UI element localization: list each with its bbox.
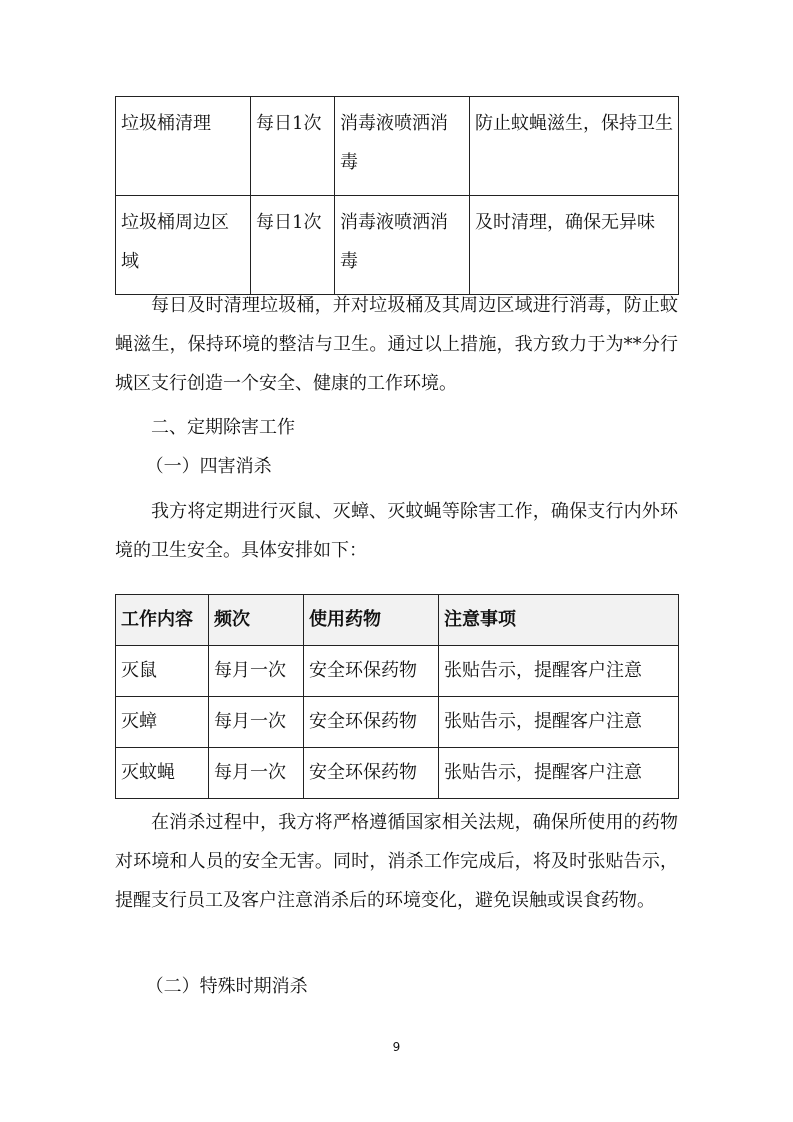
table-cell: 消毒液喷洒消毒 xyxy=(335,196,470,295)
table-header-cell: 注意事项 xyxy=(439,595,679,646)
table-cell: 垃圾桶周边区域 xyxy=(116,196,251,295)
pest-control-table xyxy=(115,594,679,799)
paragraph-pest-control-intro: 我方将定期进行灭鼠、灭蟑、灭蚊蝇等除害工作，确保支行内外环境的卫生安全。具体安排如下： xyxy=(115,501,678,561)
table-row xyxy=(116,646,679,697)
section-heading: 二、定期除害工作 xyxy=(151,417,295,438)
table-cell: 安全环保药物 xyxy=(304,697,439,748)
table-header-cell: 使用药物 xyxy=(304,595,439,646)
table-cell: 每月一次 xyxy=(209,646,304,697)
table-cell: 灭蚊蝇 xyxy=(116,748,209,799)
table-cell: 张贴告示，提醒客户注意 xyxy=(439,697,679,748)
table-row xyxy=(116,97,679,196)
table-cell: 张贴告示，提醒客户注意 xyxy=(439,646,679,697)
table-cell: 垃圾桶清理 xyxy=(116,97,251,196)
table-row xyxy=(116,697,679,748)
table-cell: 每月一次 xyxy=(209,697,304,748)
table-cell: 每月一次 xyxy=(209,748,304,799)
table-cell: 灭蟑 xyxy=(116,697,209,748)
table-cell: 及时清理，确保无异味 xyxy=(470,196,679,295)
paragraph-trash-cleaning: 每日及时清理垃圾桶，并对垃圾桶及其周边区域进行消毒，防止蚊蝇滋生，保持环境的整洁与卫生。通过以上措施，我方致力于为**分行城区支行创造一个安全、健康的工作环境。 xyxy=(115,295,678,394)
table-row xyxy=(116,196,679,295)
cleaning-schedule-table xyxy=(115,96,679,295)
table-cell: 每日1次 xyxy=(251,97,335,196)
page-number: 9 xyxy=(392,1040,401,1054)
table-row xyxy=(116,748,679,799)
table-cell: 安全环保药物 xyxy=(304,646,439,697)
subsection-heading: （二）特殊时期消杀 xyxy=(145,976,308,997)
subsection-heading: （一）四害消杀 xyxy=(145,456,272,477)
table-header-cell: 频次 xyxy=(209,595,304,646)
table-cell: 防止蚊蝇滋生，保持卫生 xyxy=(470,97,679,196)
table-cell: 安全环保药物 xyxy=(304,748,439,799)
table-cell: 每日1次 xyxy=(251,196,335,295)
table-cell: 张贴告示，提醒客户注意 xyxy=(439,748,679,799)
table-cell: 灭鼠 xyxy=(116,646,209,697)
table-header-cell: 工作内容 xyxy=(116,595,209,646)
table-header-row xyxy=(116,595,679,646)
paragraph-safety-compliance: 在消杀过程中，我方将严格遵循国家相关法规，确保所使用的药物对环境和人员的安全无害。同时，消杀工作完成后，将及时张贴告示，提醒支行员工及客户注意消杀后的环境变化，避免误触或误食药物。 xyxy=(115,812,678,911)
table-cell: 消毒液喷洒消毒 xyxy=(335,97,470,196)
